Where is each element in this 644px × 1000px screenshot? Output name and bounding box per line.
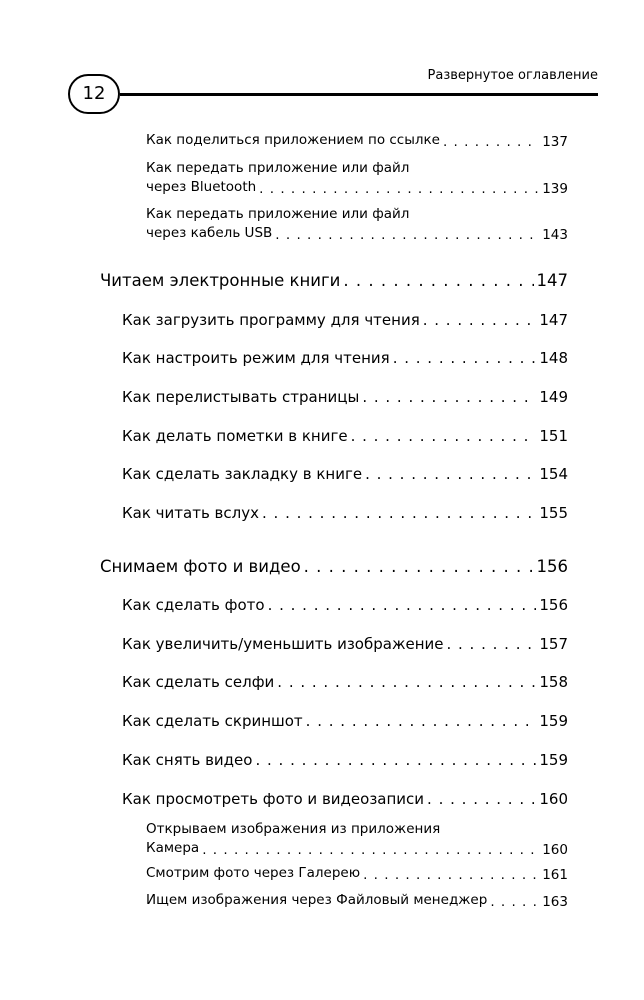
toc-section[interactable] [122,388,568,406]
toc-leader-dots [351,427,537,445]
toc-leader-dots [393,349,537,367]
toc-entry-page: 155 [539,504,568,522]
toc-entry-title: Как поделиться приложением по ссылке [146,132,440,148]
toc-entry-page: 157 [539,635,568,653]
toc-section[interactable] [122,596,568,614]
toc-section-title: Как сделать скриншот [122,712,303,730]
toc-entry-page: 149 [539,388,568,406]
toc-leader-dots [365,465,536,483]
toc-section[interactable] [122,349,568,367]
page-number: 12 [68,74,120,114]
toc-section-title: Как делать пометки в книге [122,427,348,445]
toc-section-title: Как настроить режим для чтения [122,349,390,367]
toc-entry-title: через Bluetooth [146,179,257,195]
toc-section[interactable] [122,673,568,691]
toc-entry-page: 147 [536,271,568,290]
toc-entry-page: 161 [542,867,568,883]
toc-leader-dots [306,712,537,730]
toc-section-title: Как сделать фото [122,596,265,614]
toc-entry-page: 158 [539,673,568,691]
toc-leader-dots [343,271,533,290]
toc-entry-title: через кабель USB [146,225,273,241]
toc-entry-page: 143 [542,227,568,243]
toc-chapter[interactable] [100,271,568,290]
toc-entry-page: 139 [542,181,568,197]
toc-leader-dots [255,751,536,769]
toc-entry-page: 151 [539,427,568,445]
toc-entry-page: 154 [539,465,568,483]
toc-entry-title-line1: Как передать приложение или файл [146,206,410,222]
toc-section[interactable] [122,751,568,769]
toc-leader-dots [362,388,536,406]
toc-section-title: Как снять видео [122,751,253,769]
toc-entry[interactable] [146,131,568,150]
toc-entry-page: 163 [542,894,568,910]
toc-leader-dots [277,673,536,691]
toc-entry-title: Камера [146,840,200,856]
toc-leader-dots [262,504,536,522]
toc-section-title: Как загрузить программу для чтения [122,311,420,329]
toc-entry-page: 159 [539,712,568,730]
toc-entry[interactable] [146,159,568,197]
toc-entry[interactable] [146,864,568,883]
toc-entry-page: 137 [542,134,568,150]
toc-leader-dots [275,227,539,243]
toc-leader-dots [304,557,534,576]
toc-entry-title: Смотрим фото через Галерею [146,865,361,881]
toc-entry-title: Ищем изображения через Файловый менеджер [146,892,488,908]
toc-section-title: Как сделать селфи [122,673,275,691]
toc-entry[interactable] [146,205,568,243]
toc-section[interactable] [122,635,568,653]
toc-chapter[interactable] [100,557,568,576]
toc-leader-dots [490,894,539,910]
toc-section-title: Как читать вслух [122,504,259,522]
toc-leader-dots [446,635,536,653]
toc-section-title: Как просмотреть фото и видеозаписи [122,790,425,808]
toc-section-title: Как перелистывать страницы [122,388,360,406]
toc-entry[interactable] [146,820,568,858]
toc-chapter-title: Снимаем фото и видео [100,557,301,576]
toc-entry-page: 156 [539,596,568,614]
toc-leader-dots [443,134,539,150]
toc-entry[interactable] [146,891,568,910]
toc-section[interactable] [122,504,568,522]
toc-section-title: Как сделать закладку в книге [122,465,363,483]
toc-leader-dots [202,842,539,858]
toc-leader-dots [268,596,537,614]
toc-entry-page: 160 [542,842,568,858]
running-title: Развернутое оглавление [427,68,598,83]
toc-section[interactable] [122,427,568,445]
toc-entry-page: 160 [539,790,568,808]
toc-section[interactable] [122,311,568,329]
toc-leader-dots [363,867,539,883]
toc-section[interactable] [122,712,568,730]
toc-entry-page: 147 [539,311,568,329]
toc-leader-dots [427,790,536,808]
toc-chapter-title: Читаем электронные книги [100,271,341,290]
toc-section-title: Как увеличить/уменьшить изображение [122,635,444,653]
toc-leader-dots [423,311,537,329]
toc-section[interactable] [122,790,568,808]
toc-entry-title-line1: Открываем изображения из приложения [146,821,441,837]
toc-section[interactable] [122,465,568,483]
toc-entry-page: 159 [539,751,568,769]
toc-entry-page: 156 [536,557,568,576]
toc-leader-dots [259,181,539,197]
toc-entry-page: 148 [539,349,568,367]
toc-entry-title-line1: Как передать приложение или файл [146,160,410,176]
